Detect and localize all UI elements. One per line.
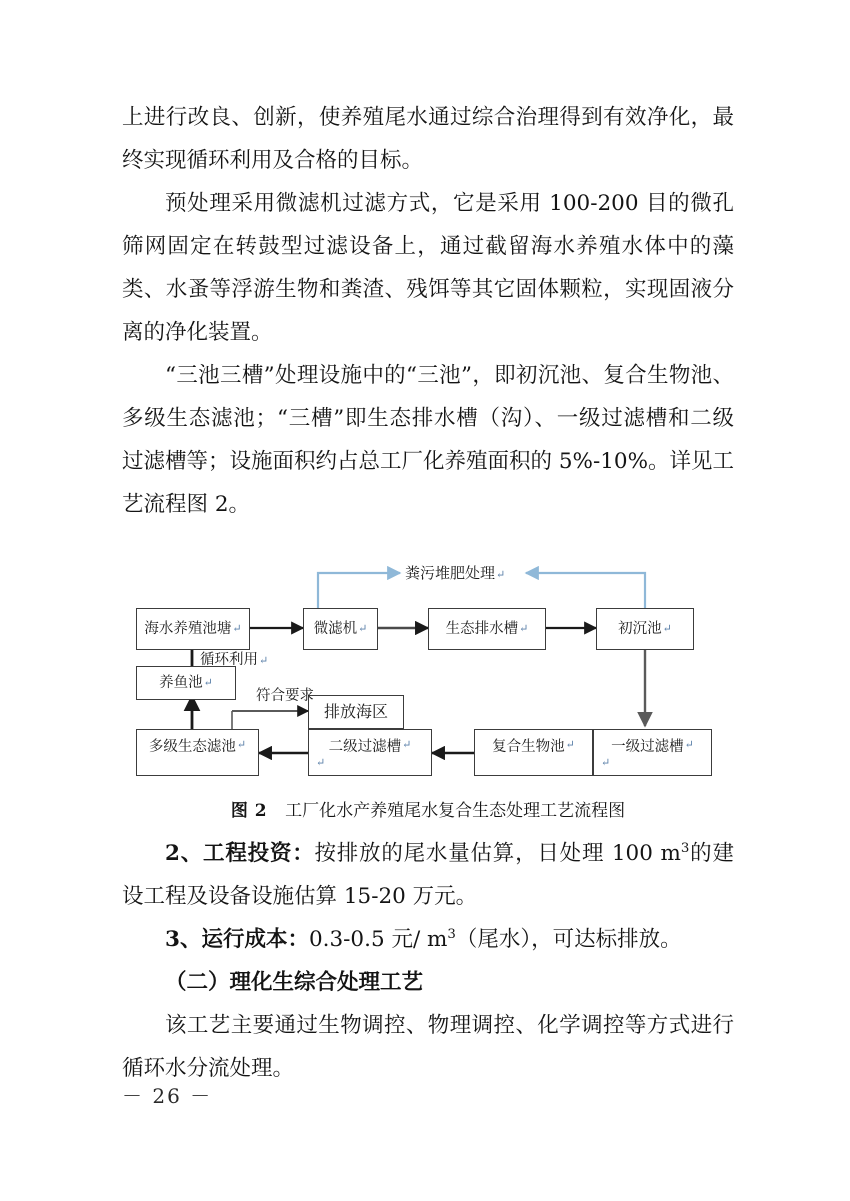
return-mark-icon: ↵	[259, 654, 269, 667]
process-flow-diagram	[122, 548, 734, 798]
node-label: 多级生态滤池	[148, 739, 236, 755]
node-label: 一级过滤槽	[611, 739, 684, 755]
node-label: 初沉池	[618, 620, 662, 637]
return-mark-icon: ↵	[203, 675, 213, 689]
node-eco-drain-channel[interactable]	[428, 608, 546, 650]
figure-2	[122, 548, 734, 838]
return-mark-icon: ↵	[358, 621, 368, 635]
node-label: 养鱼池	[159, 674, 203, 691]
node-label: 复合生物池	[492, 739, 565, 755]
label-meets-requirement	[256, 684, 314, 705]
return-mark-icon: ↵	[519, 621, 529, 635]
figure-caption-number: 图 2	[230, 801, 268, 821]
return-mark-primary-filter: ↵	[601, 756, 611, 769]
item-2-text-a: 按排放的尾水量估算，日处理 100 m	[314, 841, 681, 866]
item-2-text-b: 的建设工程及设备设施估算 15-20 万元。	[122, 841, 734, 909]
paragraph-engineering-investment	[122, 832, 734, 918]
item-3-text-b: （尾水），可达标排放。	[455, 927, 682, 952]
label-text: 粪污堆肥处理	[405, 564, 496, 582]
superscript-cubic: 3	[680, 840, 690, 856]
node-fish-pond[interactable]	[136, 666, 236, 700]
return-mark-icon: ↵	[402, 738, 412, 751]
paragraph-pretreatment: 预处理采用微滤机过滤方式，它是采用 100-200 目的微孔筛网固定在转鼓型过滤设备上，通过截留海水养殖水体中的藻类、水蚤等浮游生物和粪渣、残饵等其它固体颗粒，实现固液分离的净化装置。	[122, 191, 734, 345]
label-text: 符合要求	[256, 688, 314, 704]
return-mark-icon: ↵	[684, 738, 694, 751]
label-manure-composting	[405, 562, 505, 583]
node-discharge-sea-area[interactable]	[308, 695, 404, 729]
node-composite-bio-pond[interactable]	[474, 729, 593, 776]
main-text-block-top	[122, 96, 734, 526]
node-primary-filter-tank[interactable]	[593, 729, 712, 776]
page-number-footer: － 26 －	[122, 1084, 213, 1108]
item-3-heading: 3、运行成本：	[165, 927, 309, 952]
return-mark-icon: ↵	[236, 738, 247, 751]
node-label: 海水养殖池塘	[144, 620, 232, 637]
section-heading-two: （二）理化生综合处理工艺	[165, 970, 424, 995]
node-secondary-filter-tank[interactable]	[308, 729, 432, 776]
label-text: 循环利用	[200, 652, 258, 668]
paragraph-continuation: 上进行改良、创新，使养殖尾水通过综合治理得到有效净化，最终实现循环利用及合格的目标。	[122, 105, 734, 173]
return-mark-icon: ↵	[232, 621, 242, 635]
arrow-microfilter-to-composting	[318, 573, 400, 610]
arrow-settling-to-composting	[526, 573, 645, 610]
node-label: 微滤机	[313, 620, 358, 637]
item-2-heading: 2、工程投资：	[165, 841, 315, 866]
label-recycle-use	[200, 648, 268, 669]
paragraph-process-description: 该工艺主要通过生物调控、物理调控、化学调控等方式进行循环水分流处理。	[122, 1013, 734, 1081]
figure-caption-text: 工厂化水产养殖尾水复合生态处理工艺流程图	[285, 801, 626, 821]
node-label: 生态排水槽	[445, 620, 519, 637]
node-microfilter[interactable]	[303, 608, 378, 650]
paragraph-three-ponds-three-channels: “三池三槽”处理设施中的“三池”，即初沉池、复合生物池、多级生态滤池；“三槽”即生态排水槽（沟）、一级过滤槽和二级过滤槽等；设施面积约占总工厂化养殖面积的 5%-10%。详见工艺流程图 2。	[122, 363, 734, 517]
main-text-block-bottom	[122, 832, 734, 1090]
node-multilevel-eco-filter-pond[interactable]	[136, 729, 259, 776]
return-mark-secondary-filter: ↵	[316, 756, 326, 769]
paragraph-operating-cost	[122, 918, 734, 961]
node-label: 二级过滤槽	[328, 739, 402, 755]
return-mark-icon: ↵	[565, 738, 575, 751]
figure-caption	[122, 796, 734, 821]
superscript-cubic: 3	[447, 926, 456, 942]
return-mark-icon: ↵	[662, 621, 672, 635]
item-3-text-a: 0.3-0.5 元/ m	[308, 927, 448, 952]
node-seawater-pond[interactable]	[136, 608, 250, 650]
return-mark-icon: ↵	[496, 568, 506, 581]
node-primary-settling-tank[interactable]	[596, 608, 694, 650]
node-label: 排放海区	[323, 701, 388, 721]
